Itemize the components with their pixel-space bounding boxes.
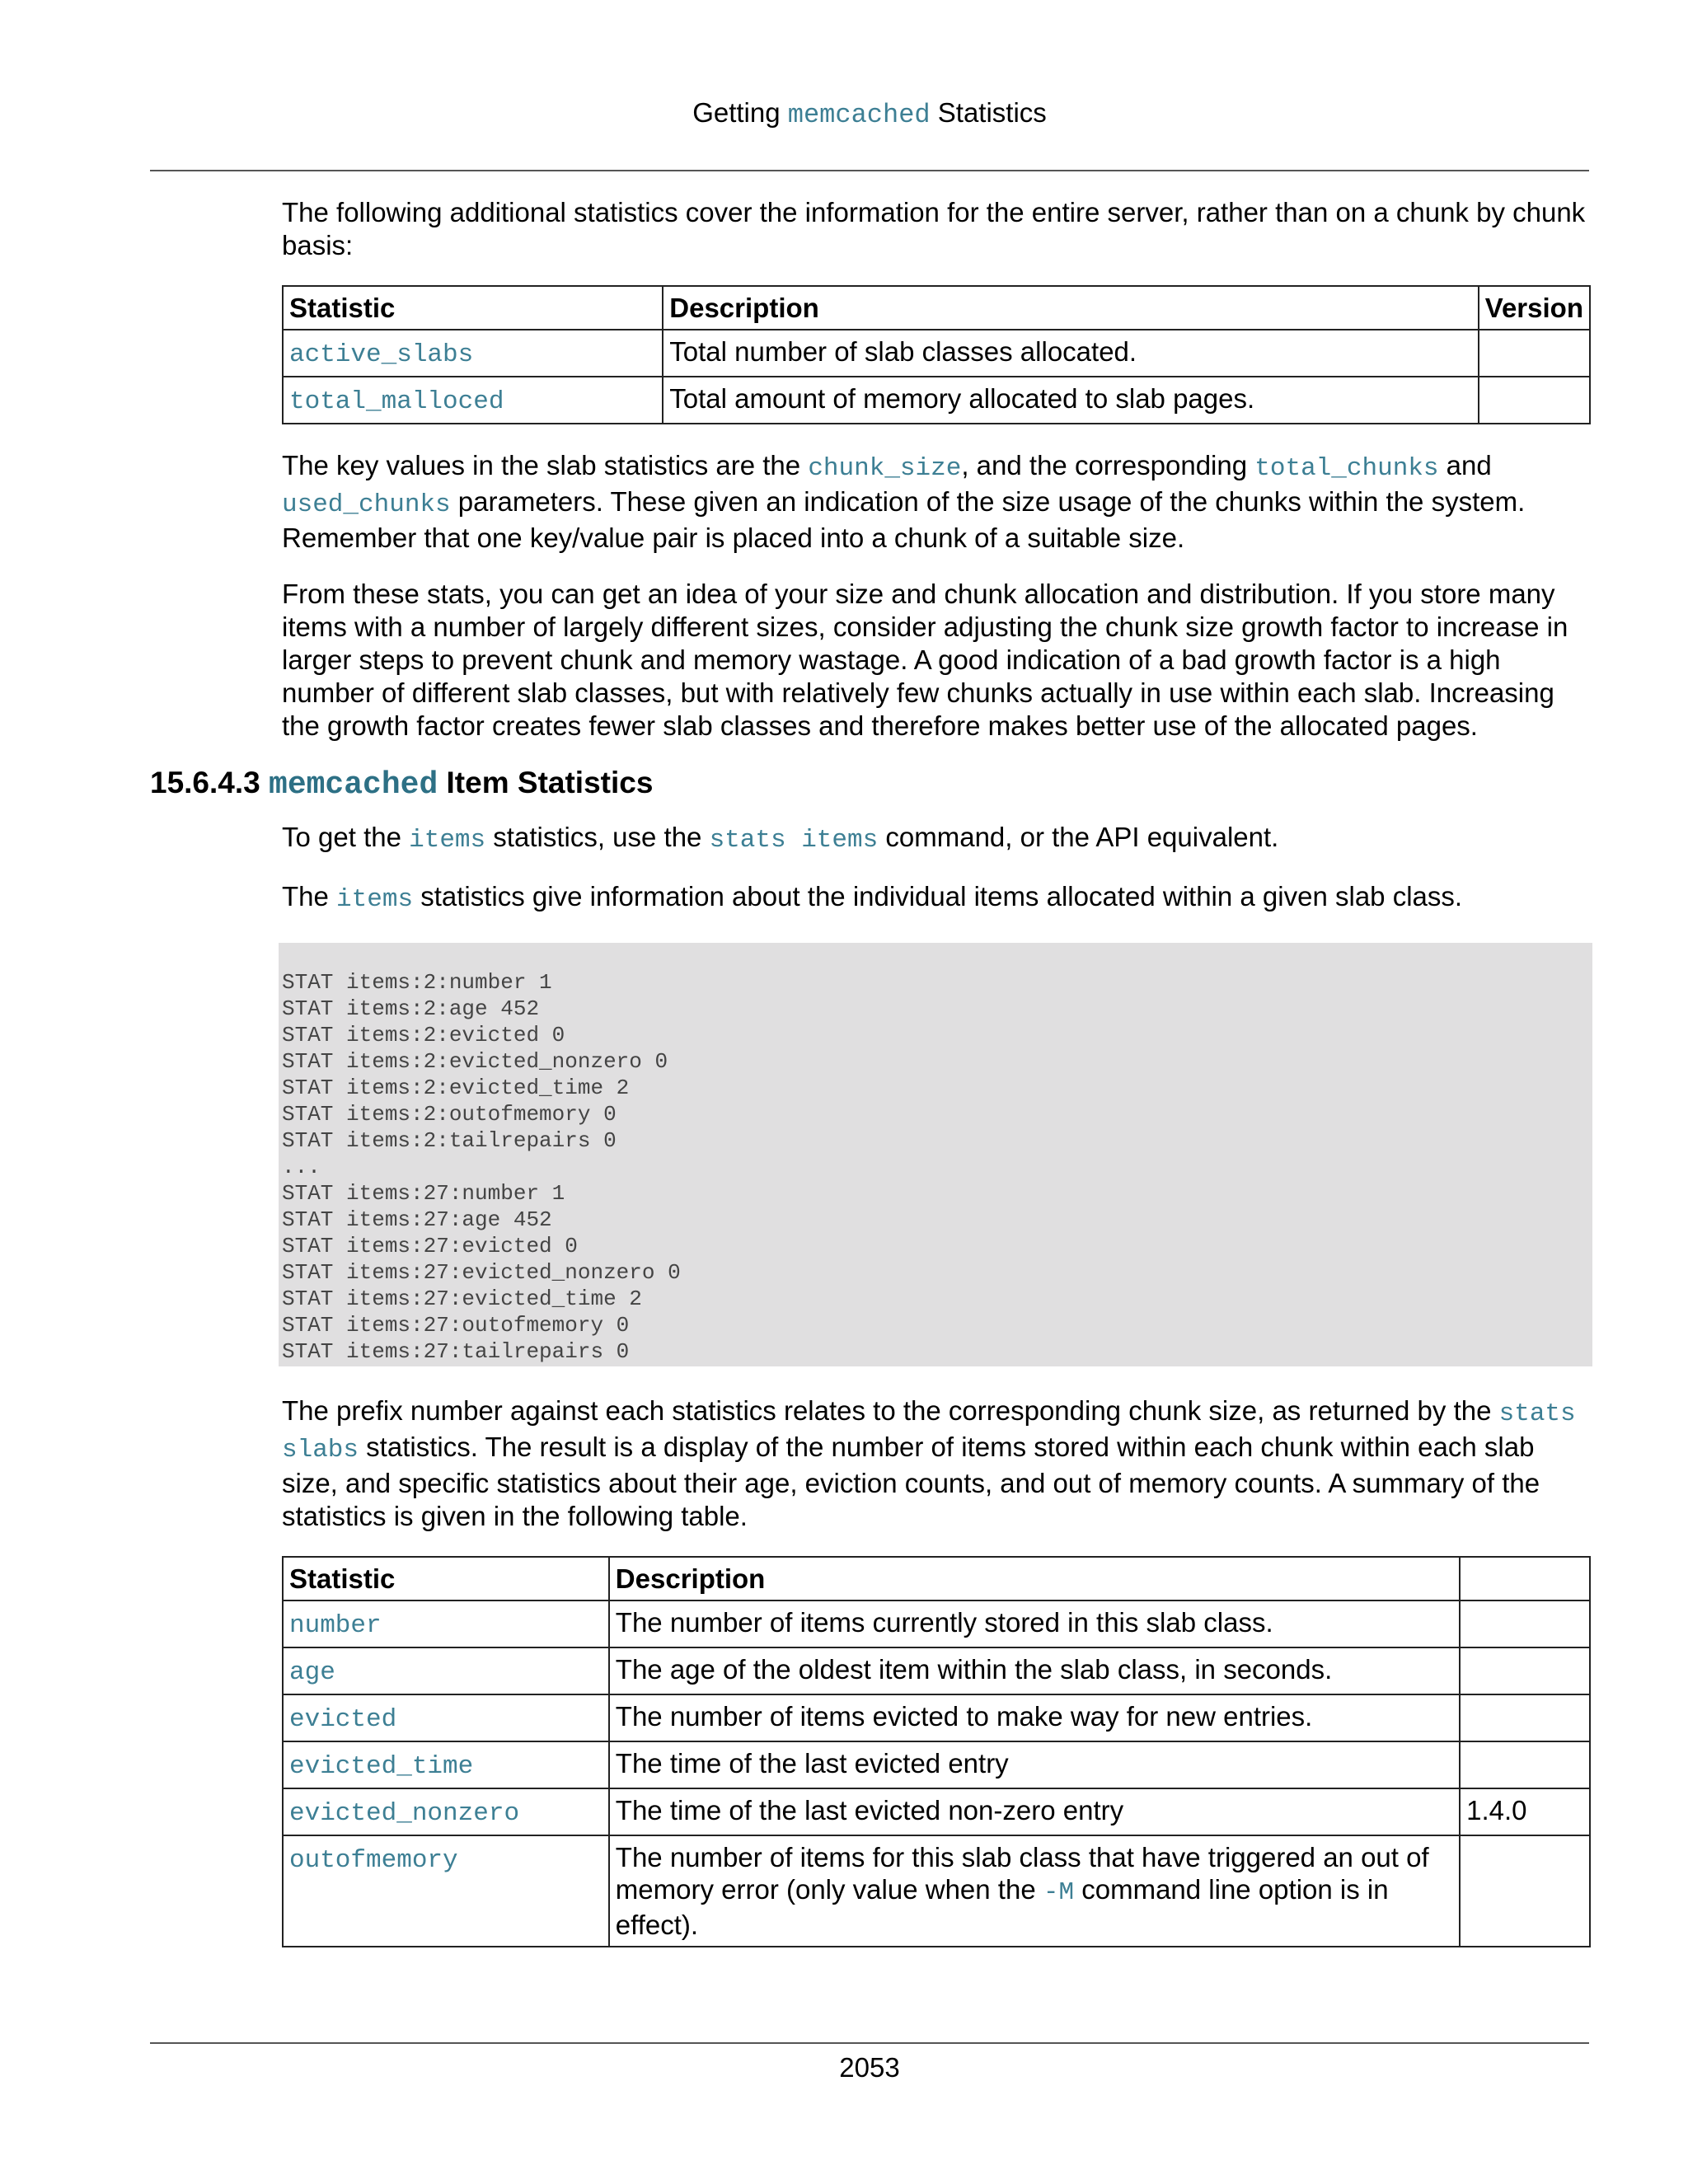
- inline-code-chunk-size: chunk_size: [808, 454, 962, 483]
- header-code: memcached: [787, 100, 931, 130]
- growth-factor-paragraph: From these stats, you can get an idea of your size and chunk allocation and distribution. If you store many items with a number of largely different sizes, consider adjusting the chunk size growth factor to increase in larger steps to prevent chunk and memory wastage. A good indication of a bad growth factor is a high number of different slab classes, but with relatively few chunks actually in use within each slab. Increasing the growth factor creates fewer slab classes and therefore makes better use of the allocated pages.: [282, 579, 1568, 741]
- table-row: [283, 1741, 1590, 1788]
- stat-description: The number of items for this slab class that have triggered an out of memory error (only value when the -M command line option is in effect).: [609, 1835, 1460, 1947]
- table-row: [283, 377, 1590, 424]
- intro-paragraph: The following additional statistics cover the information for the entire server, rather than on a chunk by chunk basis:: [282, 197, 1586, 260]
- col-header-statistic: Statistic: [283, 1557, 609, 1601]
- code-block: STAT items:2:number 1 STAT items:2:age 452 STAT items:2:evicted 0 STAT items:2:evicted_nonzero 0 STAT items:2:evicted_time 2 STAT items:2:outofmemory 0 STAT items:2:tailrepairs 0 ... STAT items:27:number 1 STAT items:27:age 452 STAT items:27:evicted 0 STAT items:27:evicted_nonzero 0 STAT items:27:evicted_time 2 STAT items:27:outofmemory 0 STAT items:27:tailrepairs 0: [279, 943, 1592, 1366]
- stat-name: evicted_time: [289, 1752, 474, 1781]
- stat-version: [1460, 1741, 1590, 1788]
- stat-version: [1460, 1601, 1590, 1647]
- inline-code-m-option: -M: [1043, 1878, 1075, 1907]
- server-stats-table: [282, 285, 1591, 424]
- stat-name: active_slabs: [289, 340, 474, 369]
- stat-version: [1460, 1835, 1590, 1947]
- inline-code-items: items: [336, 885, 414, 914]
- slab-key-values-paragraph: The key values in the slab statistics are the chunk_size, and the corresponding total_chunks and used_chunks parameters. These given an indication of the size usage of the chunks within the system. Remember that one key/value pair is placed into a chunk of a suitable size.: [282, 450, 1526, 553]
- page-header: [0, 97, 1688, 130]
- stat-description: Total number of slab classes allocated.: [663, 330, 1478, 377]
- table-header-row: [283, 1557, 1590, 1601]
- stat-version: [1460, 1647, 1590, 1694]
- stat-version: [1460, 1694, 1590, 1741]
- table-row: [283, 1601, 1590, 1647]
- col-header-description: Description: [663, 286, 1478, 330]
- header-rule: [150, 170, 1589, 171]
- items-command-paragraph: To get the items statistics, use the stats items command, or the API equivalent.: [282, 822, 1279, 855]
- page-number: 2053: [839, 2052, 900, 2083]
- stat-description: The number of items evicted to make way for new entries.: [609, 1694, 1460, 1741]
- section-heading-code: memcached: [269, 767, 438, 803]
- stat-name: number: [289, 1611, 382, 1640]
- inline-code-total-chunks: total_chunks: [1254, 454, 1439, 483]
- section-heading: 15.6.4.3 memcached Item Statistics: [150, 766, 654, 803]
- col-header-description: Description: [609, 1557, 1460, 1601]
- table-row: [283, 330, 1590, 377]
- stat-description: Total amount of memory allocated to slab pages.: [663, 377, 1478, 424]
- col-header-version: Version: [1479, 286, 1590, 330]
- table-header-row: [283, 286, 1590, 330]
- col-header-version: [1460, 1557, 1590, 1601]
- table-row: [283, 1647, 1590, 1694]
- item-stats-table: [282, 1556, 1591, 1947]
- inline-code-items: items: [409, 826, 486, 855]
- footer-rule: [150, 2042, 1589, 2044]
- stat-version: [1479, 330, 1590, 377]
- table-row: [283, 1694, 1590, 1741]
- stat-description: The number of items currently stored in this slab class.: [609, 1601, 1460, 1647]
- stat-name: evicted: [289, 1705, 397, 1734]
- col-header-statistic: Statistic: [283, 286, 663, 330]
- page-content: [150, 196, 1591, 1972]
- stat-version: [1479, 377, 1590, 424]
- table-row: [283, 1788, 1590, 1835]
- stat-name: total_malloced: [289, 387, 504, 416]
- stat-description: The age of the oldest item within the slab class, in seconds.: [609, 1647, 1460, 1694]
- header-text-post: Statistics: [937, 97, 1047, 128]
- inline-code-used-chunks: used_chunks: [282, 490, 451, 519]
- header-text-pre: Getting: [692, 97, 781, 128]
- stat-name: age: [289, 1658, 335, 1687]
- stat-version: 1.4.0: [1460, 1788, 1590, 1835]
- stat-name: evicted_nonzero: [289, 1799, 520, 1828]
- table-row: [283, 1835, 1590, 1947]
- stat-description: The time of the last evicted entry: [609, 1741, 1460, 1788]
- stat-description: The time of the last evicted non-zero entry: [609, 1788, 1460, 1835]
- items-info-paragraph: The items statistics give information about the individual items allocated within a given slab class.: [282, 881, 1463, 914]
- stat-name: outofmemory: [289, 1846, 458, 1875]
- inline-code-stats-items: stats items: [709, 826, 879, 855]
- prefix-number-paragraph: The prefix number against each statistics relates to the corresponding chunk size, as returned by the stats slabs statistics. The result is a display of the number of items stored within each chunk within each slab size, and specific statistics about their age, eviction counts, and out of memory counts. A summary of the statistics is given in the following table.: [282, 1395, 1576, 1531]
- inline-code-stats-slabs: stats slabs: [282, 1399, 1576, 1465]
